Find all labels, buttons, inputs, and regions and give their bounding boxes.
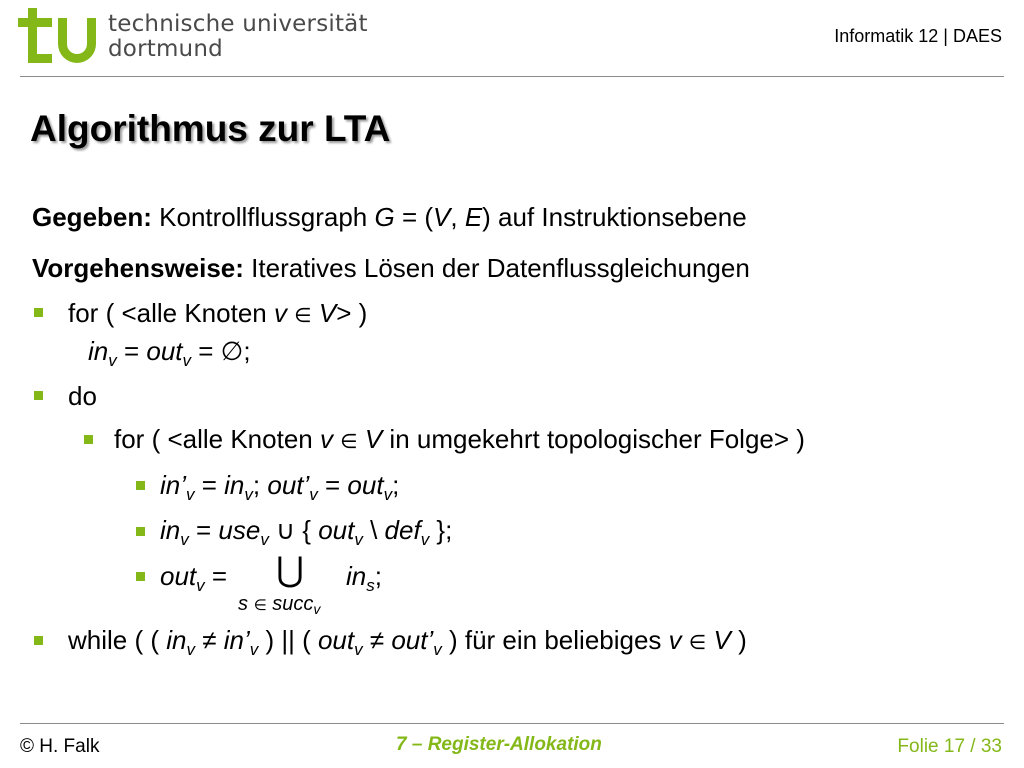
while-close: ): [730, 625, 747, 655]
while-mid: ) || (: [258, 625, 318, 655]
init-end: ;: [243, 336, 251, 366]
out-equation-line: out$_v$ =: [160, 561, 228, 595]
logo-line-2: dortmund: [108, 36, 223, 62]
bullet-marker: [136, 527, 145, 536]
while-line: while ( ( $in_v$ ≠ $in’_v$ ) || ( $out_v \ne out’_v$ ) für ein beliebiges v ∈ V ): [68, 625, 747, 659]
copy-assign-line: $in’_v = in_v$; $out’_v = out_v$;: [160, 470, 400, 504]
procedure-text: Iteratives Lösen der Datenflussgleichungen: [243, 253, 750, 283]
for2-text: for ( <alle Knoten: [114, 424, 320, 454]
bullet-marker: [34, 636, 43, 645]
tu-logo-icon: [18, 8, 98, 68]
for-text: for ( <alle Knoten: [68, 298, 274, 328]
bullet-marker: [136, 481, 145, 490]
for-close: > ): [336, 298, 368, 328]
while-end-text: ) für ein beliebiges: [441, 625, 669, 655]
given-text: Kontrollflussgraph: [151, 202, 375, 232]
for-all-nodes-line: for ( <alle Knoten v ∈ V> ): [68, 298, 368, 328]
procedure-label: Vorgehensweise:: [32, 253, 244, 283]
footer-author: © H. Falk: [20, 736, 100, 757]
given-line: Gegeben: Kontrollflussgraph G = (V, E) auf Instruktionsebene: [32, 202, 747, 232]
header-divider: [20, 76, 1004, 77]
logo-line-1: technische universität: [108, 11, 368, 37]
given-label: Gegeben:: [32, 202, 152, 232]
footer-divider: [20, 723, 1004, 724]
for-reverse-topological-line: for ( <alle Knoten v ∈ V in umgekehrt topologischer Folge> ): [114, 424, 805, 454]
footer-chapter: 7 – Register-Allokation: [396, 734, 602, 755]
do-line: do: [68, 381, 97, 411]
bullet-marker: [84, 435, 93, 444]
while-start: while ( (: [68, 625, 167, 655]
bullet-marker: [136, 572, 145, 581]
university-logo-text: [108, 12, 368, 62]
procedure-line: [32, 253, 750, 284]
footer-page-number: Folie 17 / 33: [897, 736, 1002, 757]
union-underscript: s ∈ succ$_v$: [238, 593, 321, 617]
in-equation-line: $in_v = use_v$ ∪ { out$_v$ \ def$_v$ };: [160, 515, 453, 549]
course-label: Informatik 12 | DAES: [834, 26, 1002, 46]
init-line: $in_v = out_v$ = ∅;: [88, 336, 251, 370]
big-union-symbol: ⋃: [276, 550, 304, 590]
bullet-marker: [34, 391, 43, 400]
slide-title: Algorithmus zur LTA: [30, 108, 391, 149]
in-s-term: $in_s$;: [346, 561, 382, 595]
for2-end: in umgekehrt topologischer Folge> ): [382, 424, 805, 454]
bullet-marker: [34, 308, 43, 317]
